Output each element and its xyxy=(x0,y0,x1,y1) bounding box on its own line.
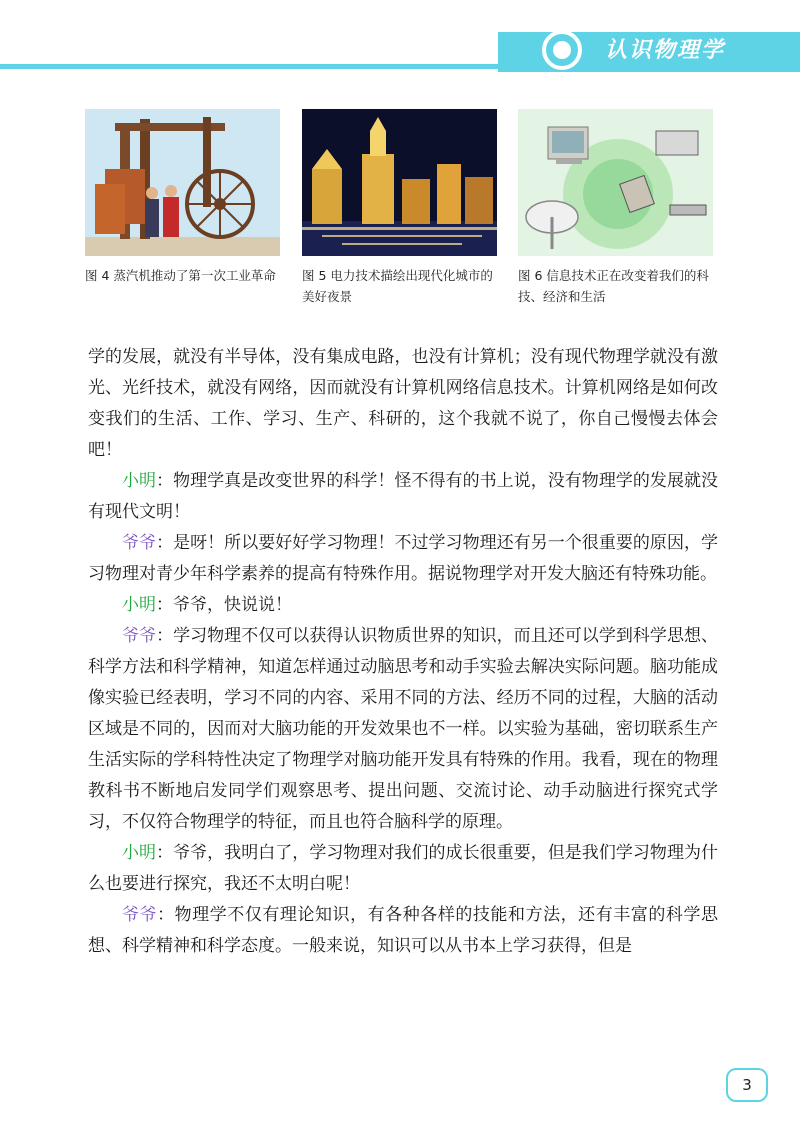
figure-caption: 图 5 电力技术描绘出现代化城市的美好夜景 xyxy=(302,268,493,304)
dialogue-paragraph xyxy=(88,528,718,590)
paragraph-text: 学的发展，就没有半导体，没有集成电路，也没有计算机；没有现代物理学就没有激光、光纤技术，就没有网络，因而就没有计算机网络信息技术。计算机网络是如何改变我们的生活、工作、学习、生产、科研的，这个我就不说了，你自己慢慢去体会吧！ xyxy=(88,347,718,460)
speaker-xiaoming: 小明 xyxy=(122,595,156,615)
figure-steam-engine xyxy=(85,109,280,286)
speaker-xiaoming: 小明 xyxy=(122,843,157,863)
dialogue-paragraph xyxy=(88,621,718,838)
page-number: 3 xyxy=(726,1068,768,1102)
dialogue-paragraph xyxy=(88,466,718,528)
paragraph xyxy=(88,342,718,466)
paragraph-text: ：爷爷，我明白了，学习物理对我们的成长很重要，但是我们学习物理为什么也要进行探究，我还不太明白呢！ xyxy=(88,843,719,894)
city-night-image xyxy=(302,109,497,256)
paragraph-text: ：是呀！所以要好好学习物理！不过学习物理还有另一个很重要的原因，学习物理对青少年科学素养的提高有特殊作用。据说物理学对开发大脑还有特殊功能。 xyxy=(88,533,719,584)
paragraph-text: ：爷爷，快说说！ xyxy=(156,595,292,615)
speaker-yeye: 爷爷 xyxy=(122,626,157,646)
information-tech-image xyxy=(518,109,713,256)
dialogue-paragraph xyxy=(88,900,718,962)
body-text xyxy=(88,342,718,962)
paragraph-text: ：物理学不仅有理论知识，有各种各样的技能和方法，还有丰富的科学思想、科学精神和科学态度。一般来说，知识可以从书本上学习获得，但是 xyxy=(88,905,719,956)
figure-city-night xyxy=(302,109,497,307)
header-ring-icon xyxy=(542,30,582,70)
dialogue-paragraph xyxy=(88,838,718,900)
figure-information-tech xyxy=(518,109,713,307)
figure-caption: 图 6 信息技术正在改变着我们的科技、经济和生活 xyxy=(518,268,709,304)
dialogue-paragraph xyxy=(88,590,718,621)
speaker-yeye: 爷爷 xyxy=(122,533,157,553)
speaker-xiaoming: 小明 xyxy=(122,471,157,491)
speaker-yeye: 爷爷 xyxy=(122,905,158,925)
paragraph-text: ：学习物理不仅可以获得认识物质世界的知识，而且还可以学到科学思想、科学方法和科学精神，知道怎样通过动脑思考和动手实验去解决实际问题。脑功能成像实验已经表明，学习不同的内容、采用不同的方法、经历不同的过程，大脑的活动区域是不同的，因而对大脑功能的开发效果也不一样。以实验为基础，密切联系生产生活实际的学科特性决定了物理学对脑功能开发具有特殊的作用。我看，现在的物理教科书不断地启发同学们观察思考、提出问题、交流讨论、动手动脑进行探究式学习，不仅符合物理学的特征，而且也符合脑科学的原理。 xyxy=(88,626,719,832)
paragraph-text: ：物理学真是改变世界的科学！怪不得有的书上说，没有物理学的发展就没有现代文明！ xyxy=(88,471,719,522)
steam-engine-image xyxy=(85,109,280,256)
figure-caption: 图 4 蒸汽机推动了第一次工业革命 xyxy=(85,268,276,283)
chapter-title: 认识物理学 xyxy=(605,38,726,63)
